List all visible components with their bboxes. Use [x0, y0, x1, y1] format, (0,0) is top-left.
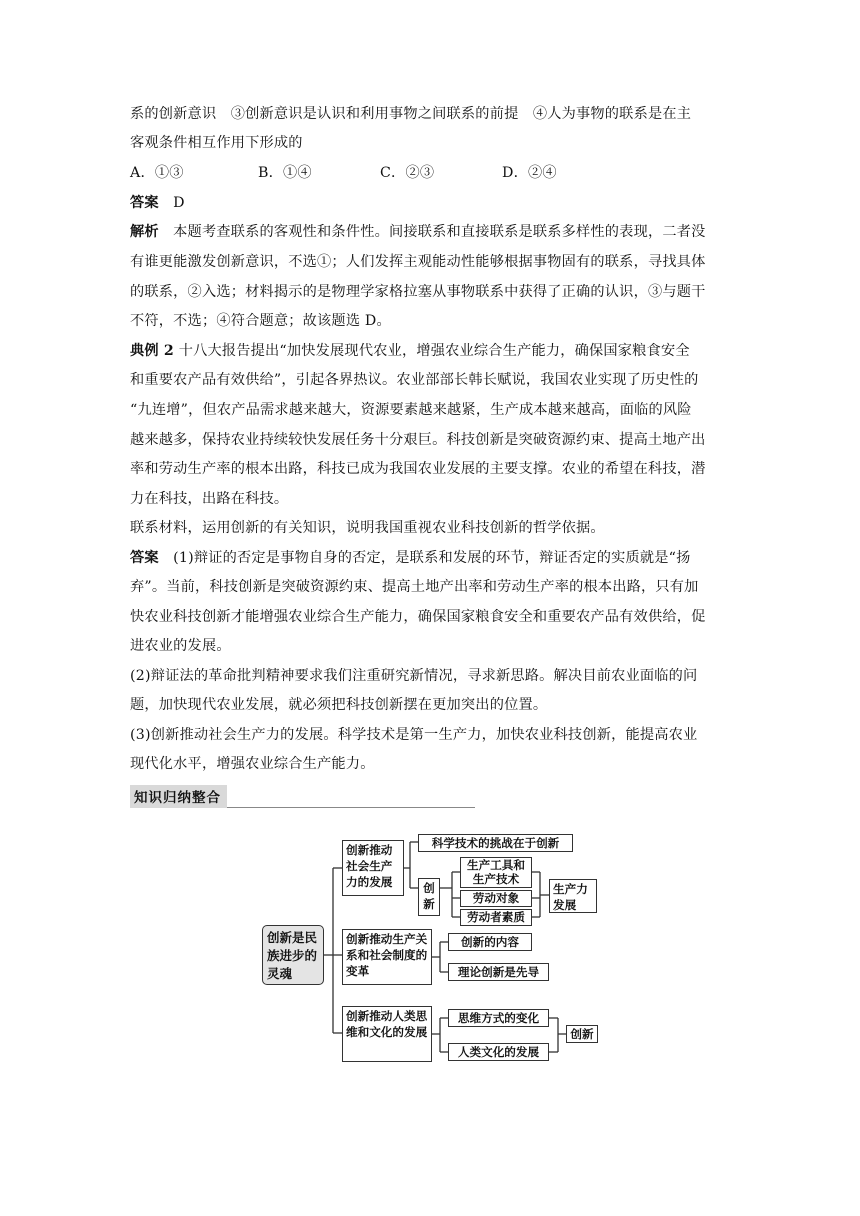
example-line: 越来越多，保持农业持续较快发展任务十分艰巨。科技创新是突破资源约束、提高土地产出 — [130, 432, 706, 448]
answer2-line: 弃”。当前，科技创新是突破资源约束、提高土地产出率和劳动生产率的根本出路，只有加 — [130, 579, 699, 595]
analysis-line: 不符，不选；④符合题意；故该题选 D。 — [130, 313, 391, 329]
example-line: 力在科技，出路在科技。 — [130, 491, 289, 507]
answer2-line: 进农业的发展。 — [130, 638, 231, 654]
analysis-text: 本题考查联系的客观性和条件性。间接联系和直接联系是联系多样性的表现，二者没 — [173, 224, 706, 240]
option-b: B．①④ — [258, 165, 312, 181]
diagram-node-innovation-content: 创新的内容 — [448, 933, 532, 951]
answer2-line: 现代化水平，增强农业综合生产能力。 — [130, 756, 375, 772]
analysis-line: 有谁更能激发创新意识，不选①；人们发挥主观能动性能够根据事物固有的联系，寻找具体 — [130, 254, 706, 270]
diagram-node-tech-challenge: 科学技术的挑战在于创新 — [418, 834, 573, 852]
option-d: D．②④ — [502, 165, 557, 181]
answer2-line: (2)辩证法的革命批判精神要求我们注重研究新情况，寻求新思路。解决目前农业面临的问 — [130, 668, 698, 684]
diagram-node-culture-development: 人类文化的发展 — [448, 1043, 549, 1061]
example-line: 率和劳动生产率的根本出路，科技已成为我国农业发展的主要支撑。农业的希望在科技，潜 — [130, 461, 706, 477]
diagram-node-innovation: 创新 — [418, 878, 440, 916]
answer2-line: (3)创新推动社会生产力的发展。科学技术是第一生产力，加快农业科技创新，能提高农业 — [130, 727, 698, 743]
answer-label: 答案 — [130, 195, 159, 211]
diagram-node-theory-first: 理论创新是先导 — [448, 963, 549, 981]
example-text: 十八大报告提出“加快发展现代农业，增强农业综合生产能力，确保国家粮食安全 — [178, 343, 690, 359]
example-question: 联系材料，运用创新的有关知识，说明我国重视农业科技创新的哲学依据。 — [130, 520, 605, 536]
answer2-label: 答案 — [130, 550, 159, 566]
diagram-node-innovation-result: 创新 — [566, 1025, 598, 1043]
diagram-node-productivity-development: 生产力发展 — [549, 879, 597, 913]
example-label: 典例 2 — [130, 343, 174, 359]
analysis-label: 解析 — [130, 224, 159, 240]
answer2-line: 快农业科技创新才能增强农业综合生产能力，确保国家粮食安全和重要农产品有效供给，促 — [130, 609, 706, 625]
diagram-node-labor-quality: 劳动者素质 — [460, 909, 532, 926]
diagram-branch-productivity: 创新推动社会生产力的发展 — [342, 840, 404, 896]
example-line: 和重要农产品有效供给”，引起各界热议。农业部部长韩长赋说，我国农业实现了历史性的 — [130, 372, 699, 388]
answer-value: D — [173, 195, 185, 211]
question-continuation-line: 系的创新意识 ③创新意识是认识和利用事物之间联系的前提 ④人为事物的联系是在主 — [130, 106, 692, 122]
analysis-line: 的联系，②入选；材料揭示的是物理学家格拉塞从事物联系中获得了正确的认识，③与题干 — [130, 284, 706, 300]
diagram-branch-thinking-culture: 创新推动人类思维和文化的发展 — [342, 1006, 432, 1062]
diagram-node-thinking-change: 思维方式的变化 — [448, 1009, 549, 1027]
answer2-line: 题，加快现代农业发展，就必须把科技创新摆在更加突出的位置。 — [130, 697, 548, 713]
diagram-node-tools: 生产工具和生产技术 — [460, 857, 532, 888]
diagram-branch-relations: 创新推动生产关系和社会制度的变革 — [342, 929, 432, 985]
question-continuation-line: 客观条件相互作用下形成的 — [130, 135, 303, 151]
answer2-text: (1)辩证的否定是事物自身的否定，是联系和发展的环节，辩证否定的实质就是“扬 — [173, 550, 691, 566]
diagram-root-node: 创新是民族进步的灵魂 — [262, 925, 324, 985]
option-c: C．②③ — [380, 165, 435, 181]
example-line: “九连增”，但农产品需求越来越大，资源要素越来越紧，生产成本越来越高，面临的风险 — [130, 402, 692, 418]
diagram-node-labor-object: 劳动对象 — [460, 890, 532, 907]
section-title: 知识归纳整合 — [130, 785, 227, 808]
option-a: A．①③ — [130, 165, 184, 181]
